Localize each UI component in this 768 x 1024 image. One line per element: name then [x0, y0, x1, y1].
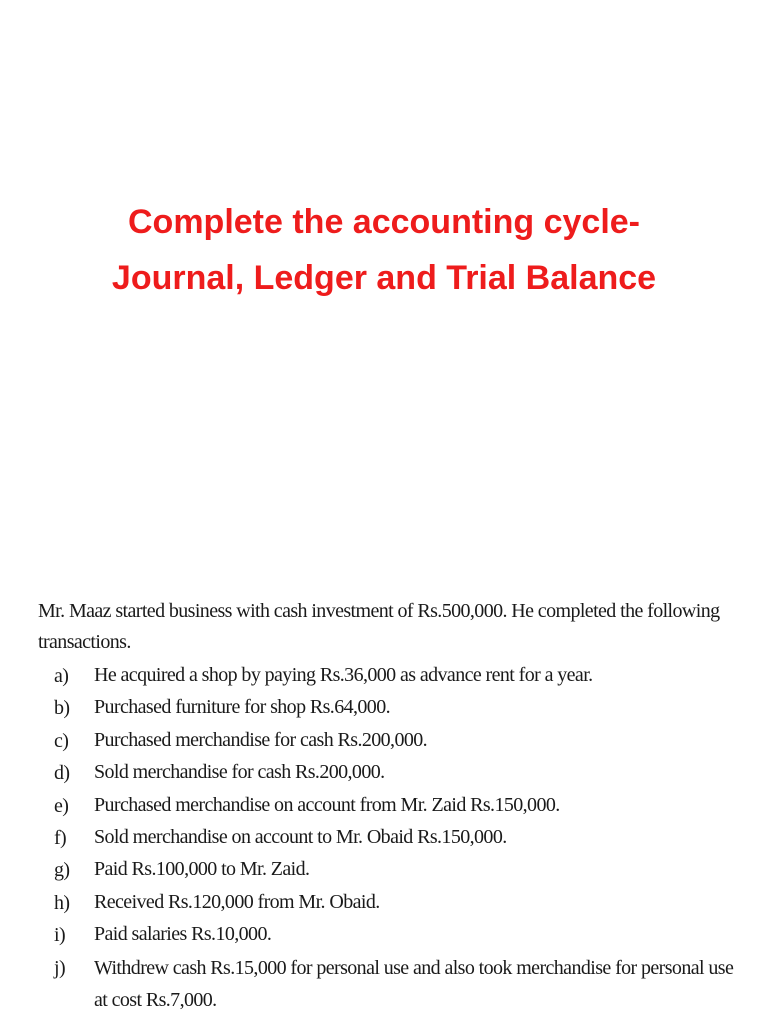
item-letter: h) — [54, 891, 70, 914]
slide-title — [0, 194, 768, 306]
item-text: Sold merchandise on account to Mr. Obaid Rs.150,000. — [94, 826, 507, 849]
transaction-list — [38, 660, 738, 1016]
item-text: Purchased merchandise for cash Rs.200,000. — [94, 728, 428, 751]
item-text: Purchased merchandise on account from Mr. Zaid Rs.150,000. — [94, 793, 560, 816]
transaction-item — [54, 822, 738, 854]
item-text: Paid Rs.100,000 to Mr. Zaid. — [94, 858, 310, 881]
problem-statement — [38, 596, 738, 1016]
item-letter: b) — [54, 697, 70, 720]
transaction-item — [54, 854, 738, 886]
item-letter: e) — [54, 794, 69, 817]
item-text: Sold merchandise for cash Rs.200,000. — [94, 761, 385, 784]
item-text: Received Rs.120,000 from Mr. Obaid. — [94, 890, 380, 913]
problem-intro: Mr. Maaz started business with cash investment of Rs.500,000. He completed the following transactions. — [38, 600, 720, 653]
item-letter: g) — [54, 859, 70, 882]
item-text: Withdrew cash Rs.15,000 for personal use and also took merchandise for personal use at cost Rs.7,000. — [94, 956, 734, 1011]
item-text: He acquired a shop by paying Rs.36,000 as advance rent for a year. — [94, 664, 593, 686]
transaction-item — [54, 660, 738, 692]
item-letter: j) — [54, 956, 66, 979]
title-line-1: Complete the accounting cycle- — [128, 203, 640, 241]
item-letter: a) — [54, 665, 69, 687]
transaction-item — [54, 887, 738, 919]
item-text: Purchased furniture for shop Rs.64,000. — [94, 696, 390, 719]
item-letter: f) — [54, 827, 67, 850]
transaction-item — [54, 725, 738, 757]
item-letter: i) — [54, 924, 66, 947]
item-letter: c) — [54, 729, 69, 752]
transaction-item — [54, 919, 738, 951]
transaction-item — [54, 692, 738, 724]
transaction-item — [54, 952, 738, 1016]
item-text: Paid salaries Rs.10,000. — [94, 923, 272, 946]
transaction-item — [54, 790, 738, 822]
item-letter: d) — [54, 762, 70, 785]
title-line-2: Journal, Ledger and Trial Balance — [111, 259, 657, 297]
transaction-item — [54, 757, 738, 789]
